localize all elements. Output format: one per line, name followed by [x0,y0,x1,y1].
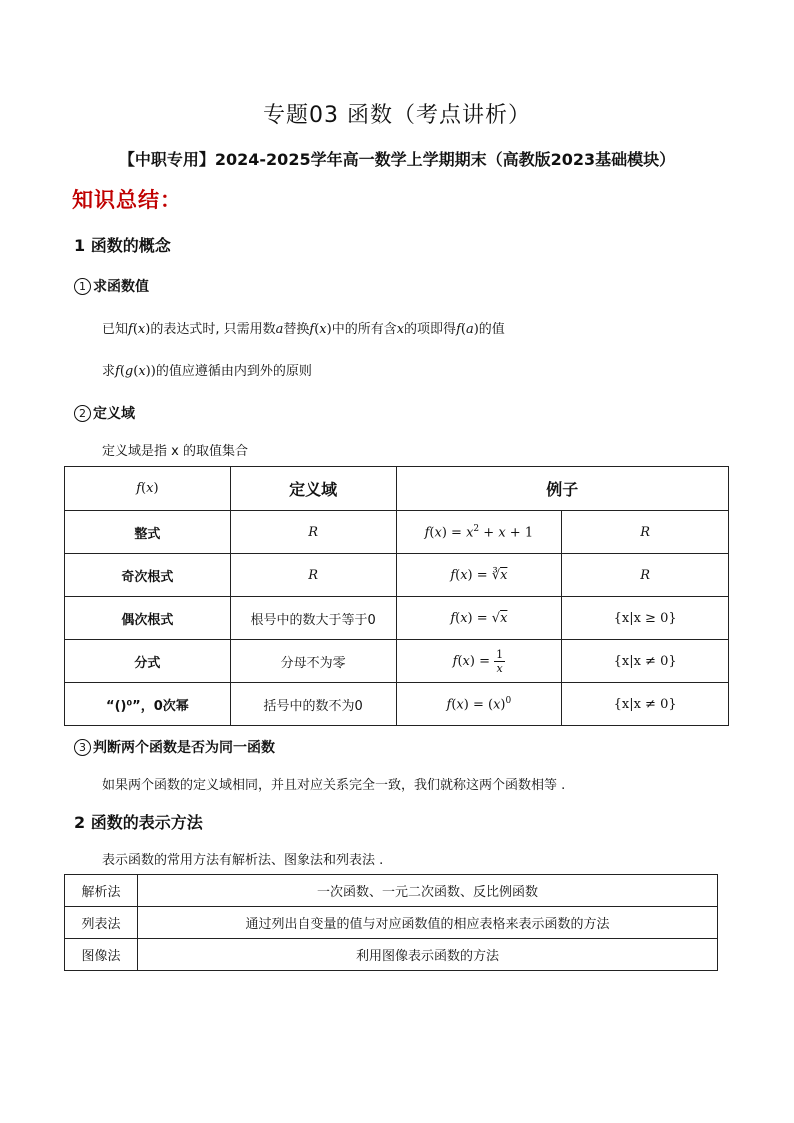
method-desc: 通过列出自变量的值与对应函数值的相应表格来表示函数的方法 [137,907,717,939]
sub3-heading [74,737,275,757]
formula-x: x [396,322,405,337]
sub3-title: 判断两个函数是否为同一函数 [93,740,275,756]
row-name: 偶次根式 [65,597,231,640]
text-segment: 的表达式时, 只需用数 [150,322,276,337]
summary-heading: 知识总结： [72,188,182,212]
method-name: 解析法 [65,875,138,907]
text-segment: 的值 [478,322,505,337]
row-domain: 根号中的数大于等于0 [230,597,396,640]
formula-a: a [275,322,284,337]
section2-heading: 2 函数的表示方法 [74,813,203,832]
table-row [65,511,729,554]
formula-fx: f [309,322,315,337]
row-name: 分式 [65,640,231,683]
formula-fgx: f [115,364,120,379]
table-row [65,939,718,971]
table-row [65,597,729,640]
row-example: $f(x) = (x)^0$ [396,683,562,726]
row-example: f(x) = $\frac{1}{x}$ [396,640,562,683]
method-desc: 一次函数、一元二次函数、反比例函数 [137,875,717,907]
representation-table [64,874,718,971]
table-header-row [65,467,729,511]
sub2-intro: 定义域是指 x 的取值集合 [102,444,248,459]
sub2-heading [74,403,135,423]
text-segment: 替换 [283,322,310,337]
header-example: 例子 [396,467,729,511]
fraction: $\frac{1}{x}$ [496,647,504,675]
sub1-title: 求函数值 [93,279,149,295]
row-range: R [562,511,729,554]
row-example: $f(x) = ∛\overline{x}$ [396,554,562,597]
text-segment: 已知 [102,322,129,337]
text-segment: 中的所有含 [331,322,397,337]
method-name: 图像法 [65,939,138,971]
text-segment: 的值应遵循由内到外的原则 [155,364,312,379]
method-name: 列表法 [65,907,138,939]
page-title: 专题03 函数（考点讲析） [263,103,531,128]
sub1-heading [74,276,149,296]
text-segment: 求 [102,364,116,379]
header-domain: 定义域 [230,467,396,511]
table-row [65,907,718,939]
row-range: {x|x ≠ 0} [562,683,729,726]
formula-fx: f [128,322,133,337]
row-domain: R [230,511,396,554]
section2-intro: 表示函数的常用方法有解析法、图象法和列表法 . [102,853,384,868]
table-row [65,875,718,907]
sub3-text: 如果两个函数的定义域相同，并且对应关系完全一致，我们就称这两个函数相等 . [102,778,566,793]
formula-fa: f [456,322,461,337]
table-row [65,683,729,726]
sub1-line2: 求f(g(x))的值应遵循由内到外的原则 [102,364,312,379]
page-subtitle: 【中职专用】2024-2025学年高一数学上学期期末（高教版2023基础模块） [118,150,676,169]
row-name: 奇次根式 [65,554,231,597]
sub2-title: 定义域 [93,406,135,422]
row-name: “()⁰”，0次幂 [65,683,231,726]
row-domain: 分母不为零 [230,640,396,683]
row-range: {x|x ≥ 0} [562,597,729,640]
text-segment: 的项即得 [404,322,457,337]
table-row [65,554,729,597]
row-range: {x|x ≠ 0} [562,640,729,683]
row-range: R [562,554,729,597]
sub1-line1: 已知f(x)的表达式时, 只需用数a替换f(x)中的所有含x的项即得f(a)的值 [102,322,505,337]
method-desc: 利用图像表示函数的方法 [137,939,717,971]
circled-number: 3 [74,739,91,756]
row-example: f(x) = √x [396,597,562,640]
row-example: $f(x) = x^2 + x + 1$ [396,511,562,554]
row-domain: R [230,554,396,597]
header-fx: f(x) [65,467,231,511]
circled-number: 1 [74,278,91,295]
row-name: 整式 [65,511,231,554]
section1-heading: 1 函数的概念 [74,236,171,255]
table-row [65,640,729,683]
row-domain: 括号中的数不为0 [230,683,396,726]
domain-table [64,466,729,726]
circled-number: 2 [74,405,91,422]
